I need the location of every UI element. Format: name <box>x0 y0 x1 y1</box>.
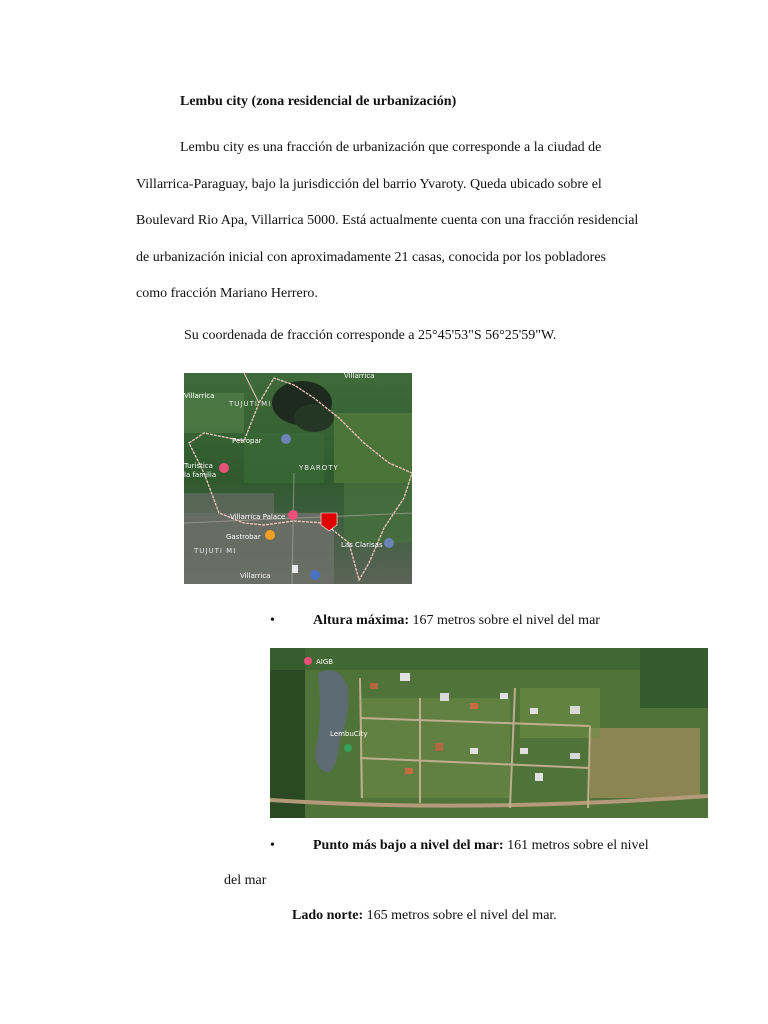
bullet-icon: • <box>270 613 275 628</box>
satellite-map <box>184 373 412 584</box>
map-label: Las Clarisas <box>341 541 383 549</box>
map-label: TUJUTI MI <box>229 400 272 408</box>
map-label: AIGB <box>316 658 334 666</box>
section-title: Lembu city (zona residencial de urbanización) <box>180 94 457 109</box>
bullet-text: 161 metros sobre el nivel <box>503 838 649 853</box>
map-label: YBAROTY <box>299 464 339 472</box>
bullet-text: 167 metros sobre el nivel del mar <box>409 613 600 628</box>
bullet-label: Punto más bajo a nivel del mar: <box>313 838 504 853</box>
bullet-label: Altura máxima: <box>313 613 410 628</box>
pin-icon <box>384 538 394 548</box>
paragraph-line: Villarrica-Paraguay, bajo la jurisdicción del barrio Yvaroty. Queda ubicado sobre el <box>136 176 602 192</box>
description-paragraph <box>136 130 696 313</box>
map-label: la familia <box>184 471 217 479</box>
north-text: 165 metros sobre el nivel del mar. <box>363 908 557 923</box>
pin-icon <box>292 565 298 573</box>
map-label: Turistica <box>184 462 213 470</box>
map-label: Villarrica <box>240 572 271 580</box>
map-label: Villarrica <box>184 392 215 400</box>
bullet-altura-maxima <box>313 613 600 629</box>
pin-icon <box>310 570 320 580</box>
pin-icon <box>219 463 229 473</box>
paragraph-line: como fracción Mariano Herrero. <box>136 286 318 301</box>
pin-icon <box>288 510 298 520</box>
pin-icon <box>344 744 352 752</box>
bullet-punto-mas-bajo <box>313 838 649 854</box>
coordinates-text: Su coordenada de fracción corresponde a 25°45'53"S 56°25'59"W. <box>184 328 557 343</box>
pin-icon <box>265 530 275 540</box>
bullet-continuation: del mar <box>224 873 267 888</box>
map-label: Gastrobar <box>226 533 261 541</box>
aerial-photo <box>270 648 708 818</box>
bullet-icon: • <box>270 838 275 853</box>
pin-icon <box>281 434 291 444</box>
paragraph-line: de urbanización inicial con aproximadamente 21 casas, conocida por los pobladores <box>136 249 606 265</box>
pin-icon <box>304 657 312 665</box>
map-image <box>184 373 412 584</box>
map-label: LembuCity <box>330 730 368 738</box>
map-label: Petropar <box>232 437 262 445</box>
north-label: Lado norte: <box>292 908 364 923</box>
paragraph-line: Lembu city es una fracción de urbanización que corresponde a la ciudad de <box>180 140 602 155</box>
map-label: Villarrica Palace <box>230 513 286 521</box>
aerial-image <box>270 648 708 818</box>
lado-norte-line <box>292 908 557 924</box>
paragraph-line: Boulevard Rio Apa, Villarrica 5000. Está actualmente cuenta con una fracción residencial <box>136 213 639 228</box>
map-label: Villarrica <box>344 373 375 380</box>
map-label: TUJUTI MI <box>194 547 237 555</box>
